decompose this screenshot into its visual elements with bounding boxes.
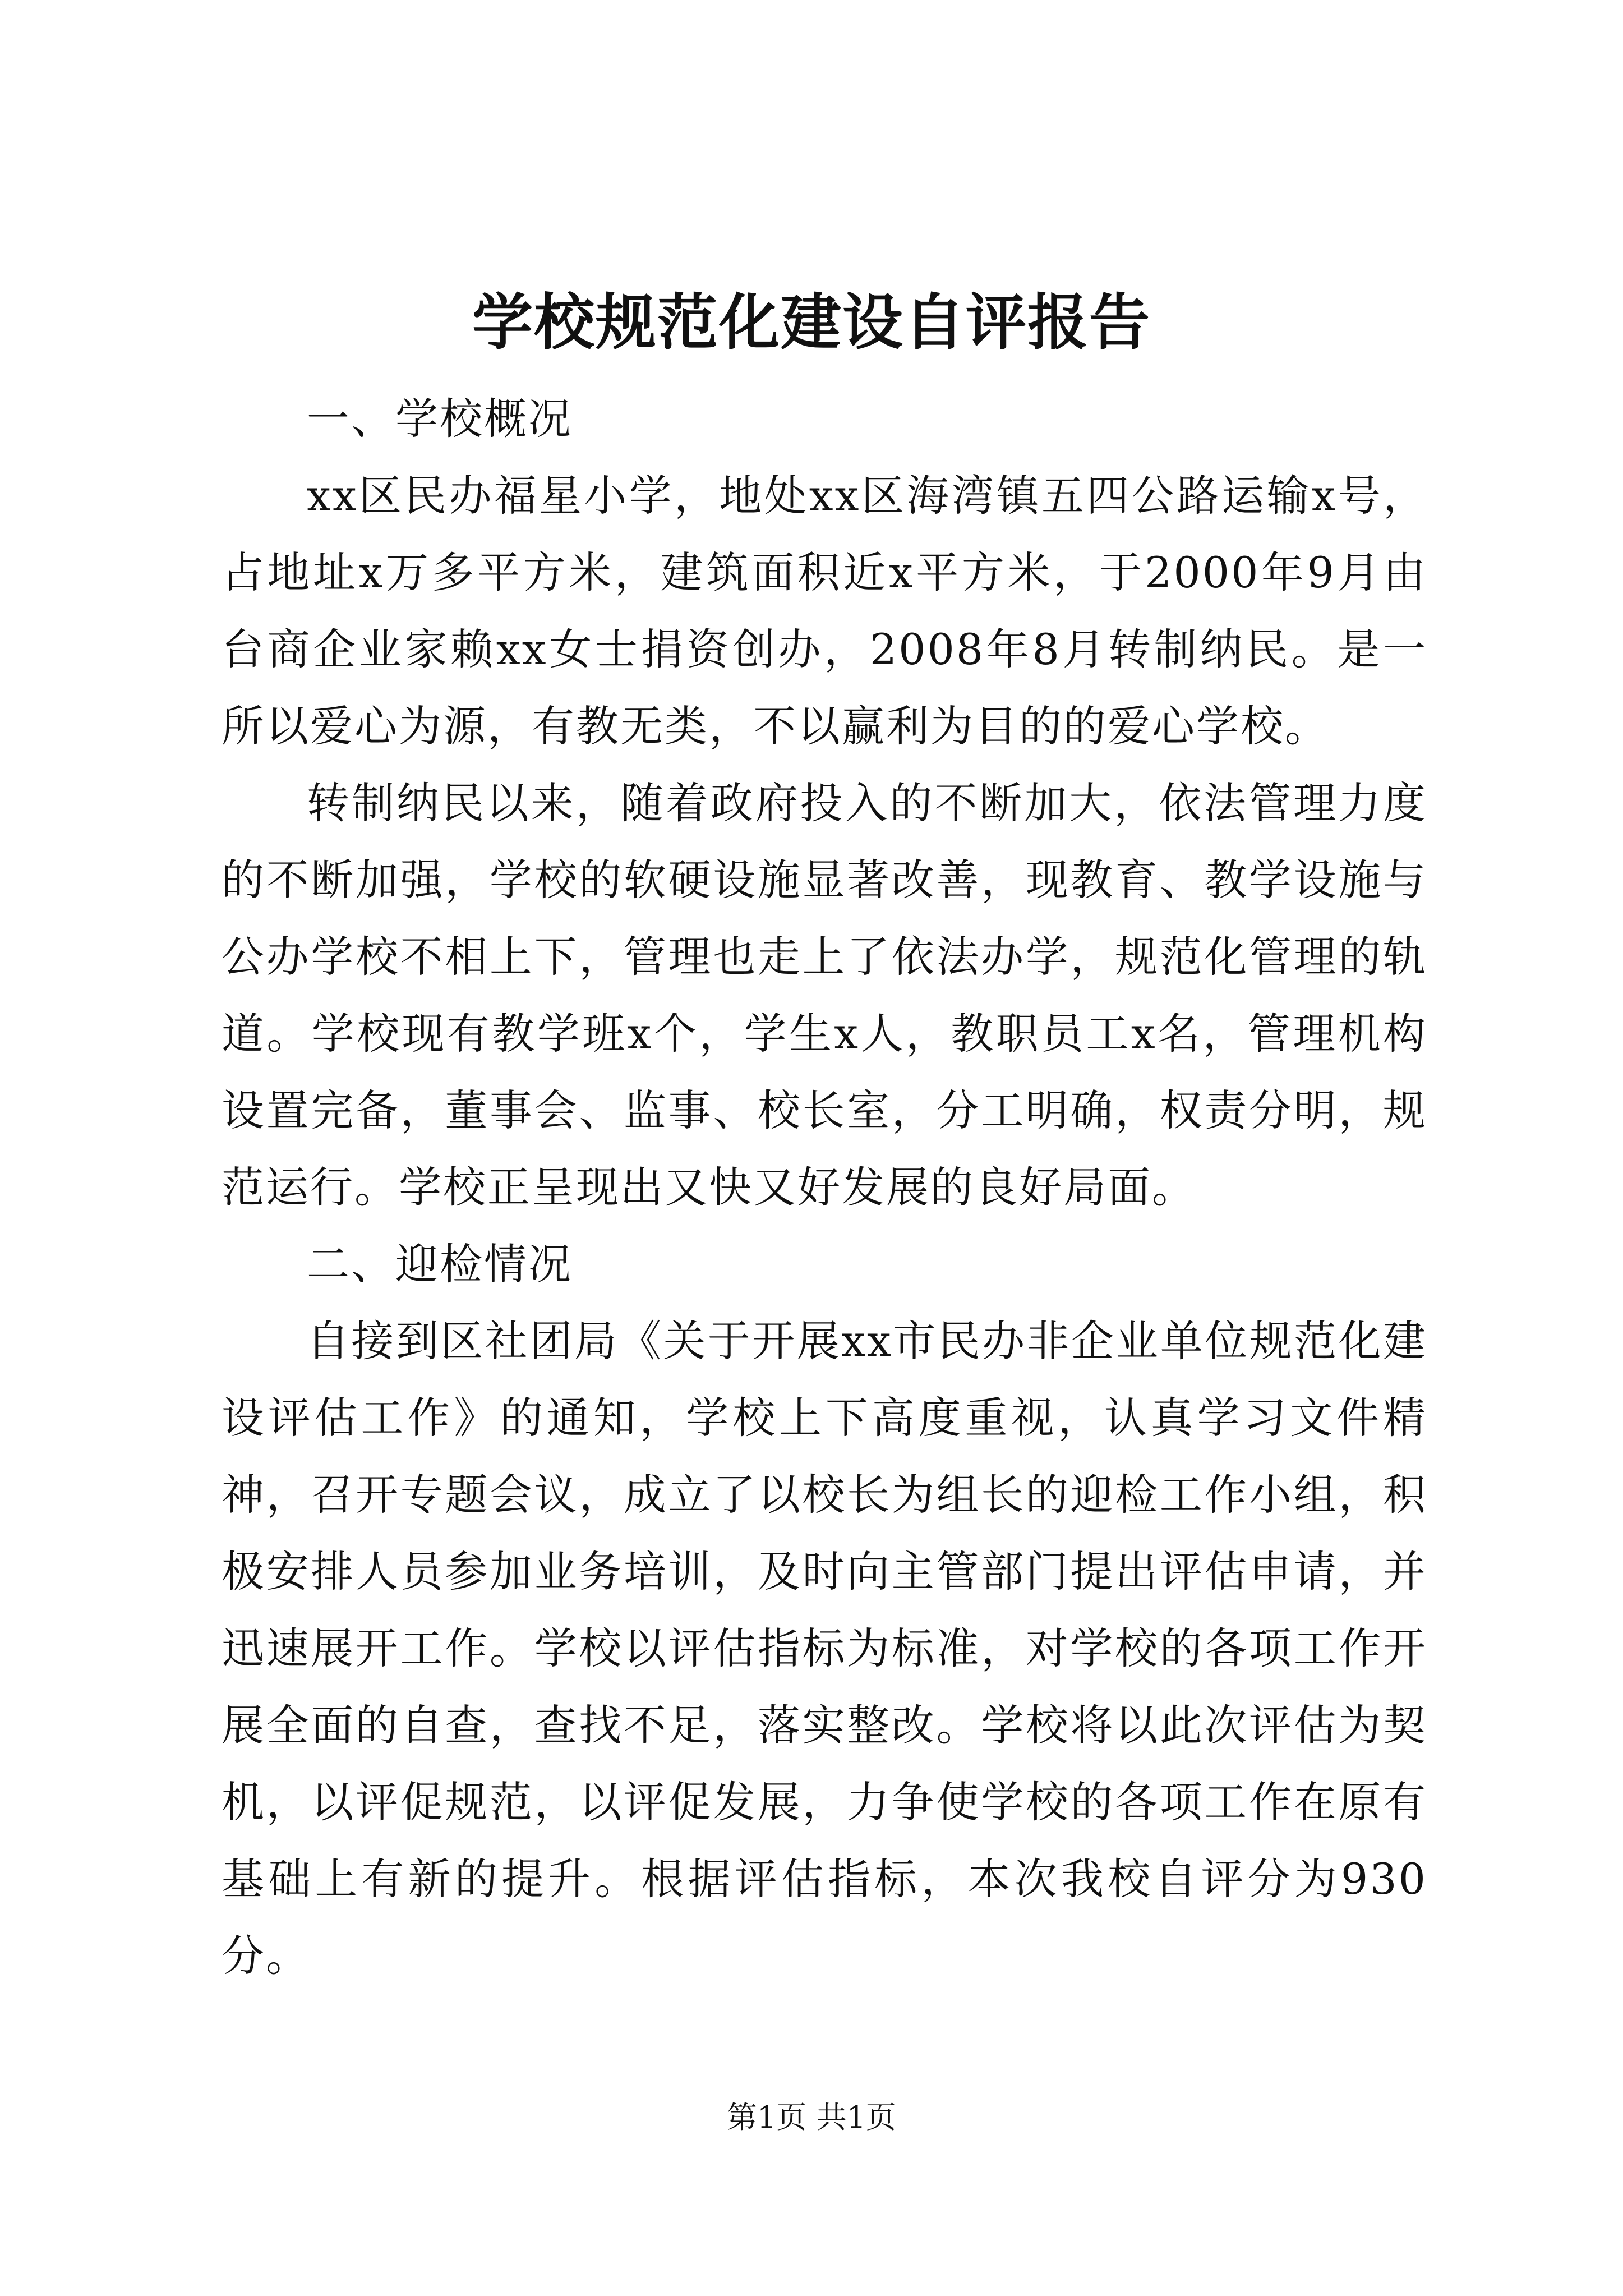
document-title: 学校规范化建设自评报告 xyxy=(472,287,1151,358)
page-footer: 第1页 共1页 xyxy=(727,2100,896,2135)
paragraph: 自接到区社团局《关于开展xx市民办非企业单位规范化建设评估工作》的通知，学校上下高度重视，认真学习文件精神，召开专题会议，成立了以校长为组长的迎检工作小组，积极安排人员参加业务培训，及时向主管部门提出评估申请，并迅速展开工作。学校以评估指标为标准，对学校的各项工作开展全面的自查，查找不足，落实整改。学校将以此次评估为契机，以评促规范，以评促发展，力争使学校的各项工作在原有基础上有新的提升。根据评估指标，本次我校自评分为930分。 xyxy=(222,1316,1427,1981)
paragraph: xx区民办福星小学，地处xx区海湾镇五四公路运输x号，占地址x万多平方米，建筑面积近x平方米，于2000年9月由台商企业家赖xx女士捐资创办，2008年8月转制纳民。是一所以爱心为源，有教无类，不以赢利为目的的爱心学校。 xyxy=(222,471,1427,751)
section-heading: 二、迎检情况 xyxy=(307,1239,573,1289)
paragraph: 转制纳民以来，随着政府投入的不断加大，依法管理力度的不断加强，学校的软硬设施显著改善，现教育、教学设施与公办学校不相上下，管理也走上了依法办学，规范化管理的轨道。学校现有教学班x个，学生x人，教职员工x名，管理机构设置完备，董事会、监事、校长室，分工明确，权责分明，规范运行。学校正呈现出又快又好发展的良好局面。 xyxy=(222,778,1427,1212)
document-body xyxy=(222,380,1427,1994)
section-heading: 一、学校概况 xyxy=(307,394,573,444)
